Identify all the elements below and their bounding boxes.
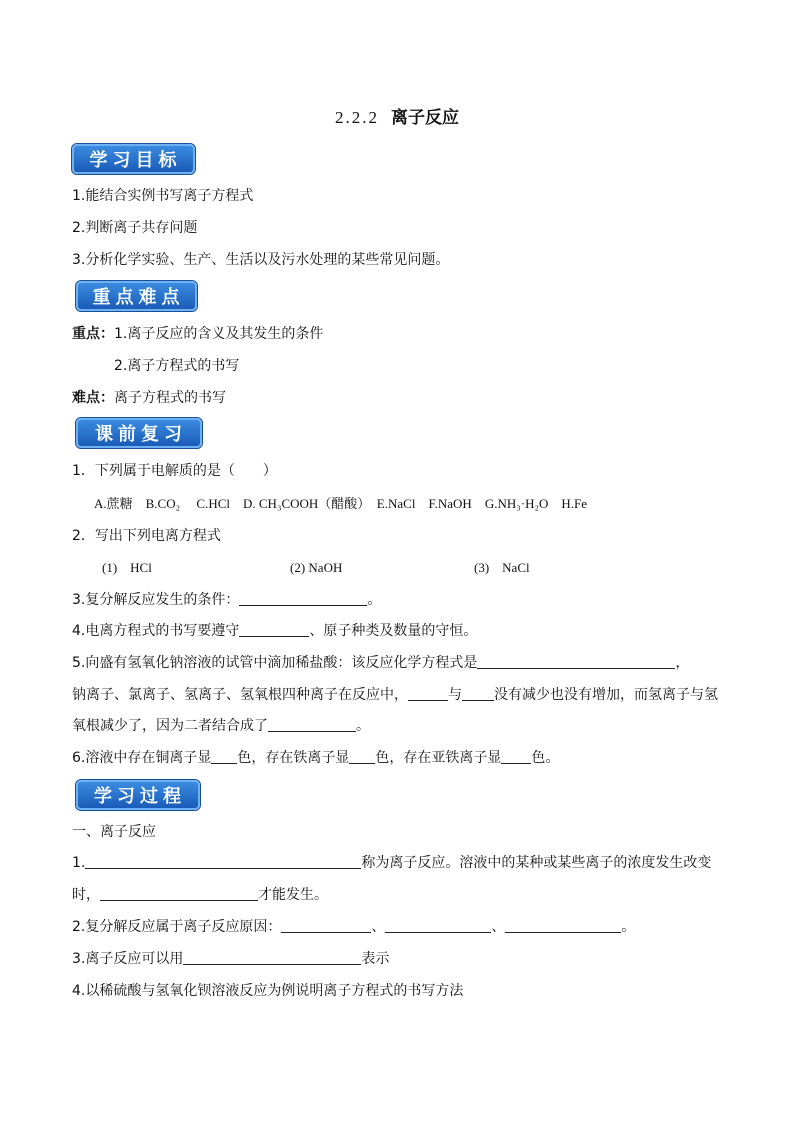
key-point-line-1 (72, 324, 323, 344)
banner-learning-goals: 学习目标 (72, 144, 195, 174)
question-2-b: (2) NaOH (290, 560, 343, 575)
question-5-line-3 (72, 716, 370, 736)
answer-blank[interactable] (85, 854, 361, 869)
question-3-text: 3.复分解反应发生的条件： (72, 592, 240, 608)
question-6-text-d: 色。 (531, 750, 560, 766)
answer-blank[interactable] (211, 749, 237, 764)
process-1-line-1 (72, 853, 711, 873)
answer-blank[interactable] (100, 886, 258, 901)
question-6-text-b: 色，存在铁离子显 (237, 750, 350, 766)
question-5-text-4: 氧根减少了，因为二者结合成了 (72, 718, 268, 734)
title-number: 2.2.2 (335, 108, 379, 127)
process-3 (72, 949, 389, 969)
page-title (0, 103, 794, 128)
question-4-text: 4.电离方程式的书写要遵守 (72, 623, 240, 639)
process-1-text: 称为离子反应。溶液中的某种或某些离子的浓度发生改变 (361, 855, 712, 871)
answer-blank[interactable] (501, 749, 531, 764)
answer-blank[interactable] (462, 686, 494, 701)
answer-blank[interactable] (281, 918, 371, 933)
answer-blank[interactable] (408, 686, 448, 701)
key-point-1: 1.离子反应的含义及其发生的条件 (114, 326, 324, 342)
difficulty-text: 离子方程式的书写 (114, 390, 226, 406)
question-5-line-2 (72, 685, 718, 705)
goal-item-1: 1.能结合实例书写离子方程式 (72, 188, 254, 204)
difficulty-line (72, 388, 226, 408)
answer-blank[interactable] (349, 749, 375, 764)
question-6-text-a: 6.溶液中存在铜离子显 (72, 750, 212, 766)
question-5-text-2: 钠离子、氯离子、氢离子、氢氧根四种离子在反应中， (72, 687, 408, 703)
process-4: 4.以稀硫酸与氢氧化钡溶液反应为例说明离子方程式的书写方法 (72, 983, 464, 999)
process-2-sep-2: 、 (491, 919, 506, 935)
question-5-comma: ， (675, 655, 690, 671)
process-2-sep-1: 、 (371, 919, 386, 935)
question-5-end: 。 (356, 718, 370, 734)
process-2-end: 。 (621, 919, 636, 935)
goal-item-2: 2.判断离子共存问题 (72, 220, 198, 236)
question-5-and: 与 (448, 687, 462, 703)
answer-blank[interactable] (183, 950, 361, 965)
question-4 (72, 621, 477, 641)
question-4-end: 、原子种类及数量的守恒。 (309, 623, 478, 639)
process-2-text: 2.复分解反应属于离子反应原因： (72, 919, 282, 935)
answer-blank[interactable] (477, 654, 675, 669)
answer-blank[interactable] (385, 918, 491, 933)
section-heading-ionic-reaction: 一、离子反应 (72, 824, 156, 840)
difficulty-label: 难点： (72, 390, 114, 406)
process-3-end: 表示 (361, 951, 390, 967)
goal-item-3: 3.分析化学实验、生产、生活以及污水处理的某些常见问题。 (72, 252, 450, 268)
question-3 (72, 590, 381, 610)
banner-key-points: 重点难点 (76, 281, 197, 311)
process-3-text: 3.离子反应可以用 (72, 951, 184, 967)
question-2-a: (1) HCl (102, 560, 152, 575)
banner-preview-review: 课前复习 (76, 418, 202, 448)
answer-blank[interactable] (268, 717, 356, 732)
banner-learning-process: 学习过程 (76, 780, 200, 810)
title-text: 离子反应 (391, 108, 459, 128)
question-5-text: 5.向盛有氢氧化钠溶液的试管中滴加稀盐酸：该反应化学方程式是 (72, 655, 478, 671)
question-1: 1．下列属于电解质的是（ ） (72, 463, 277, 479)
key-point-2: 2.离子方程式的书写 (114, 358, 240, 374)
question-2: 2．写出下列电离方程式 (72, 528, 221, 544)
question-6-text-c: 色，存在亚铁离子显 (375, 750, 502, 766)
process-2 (72, 917, 635, 937)
process-1-text-3: 才能发生。 (258, 887, 328, 903)
question-2-c: (3) NaCl (474, 560, 530, 575)
question-1-options: A.蔗糖 B.CO₂ C.HCl D. CH₃COOH（醋酸） E.NaCl F.NaOH G.NH₃·H₂O H.Fe (94, 496, 588, 511)
question-5-text-3: 没有减少也没有增加，而氢离子与氢 (494, 687, 718, 703)
answer-blank[interactable] (239, 622, 309, 637)
process-1-text-2: 时， (72, 887, 100, 903)
process-1-number: 1. (72, 855, 86, 871)
answer-blank[interactable] (505, 918, 621, 933)
key-point-label: 重点： (72, 326, 114, 342)
process-1-line-2 (72, 885, 328, 905)
question-3-end: 。 (367, 592, 382, 608)
answer-blank[interactable] (239, 591, 367, 606)
question-5-line-1 (72, 653, 689, 673)
question-6 (72, 748, 559, 768)
